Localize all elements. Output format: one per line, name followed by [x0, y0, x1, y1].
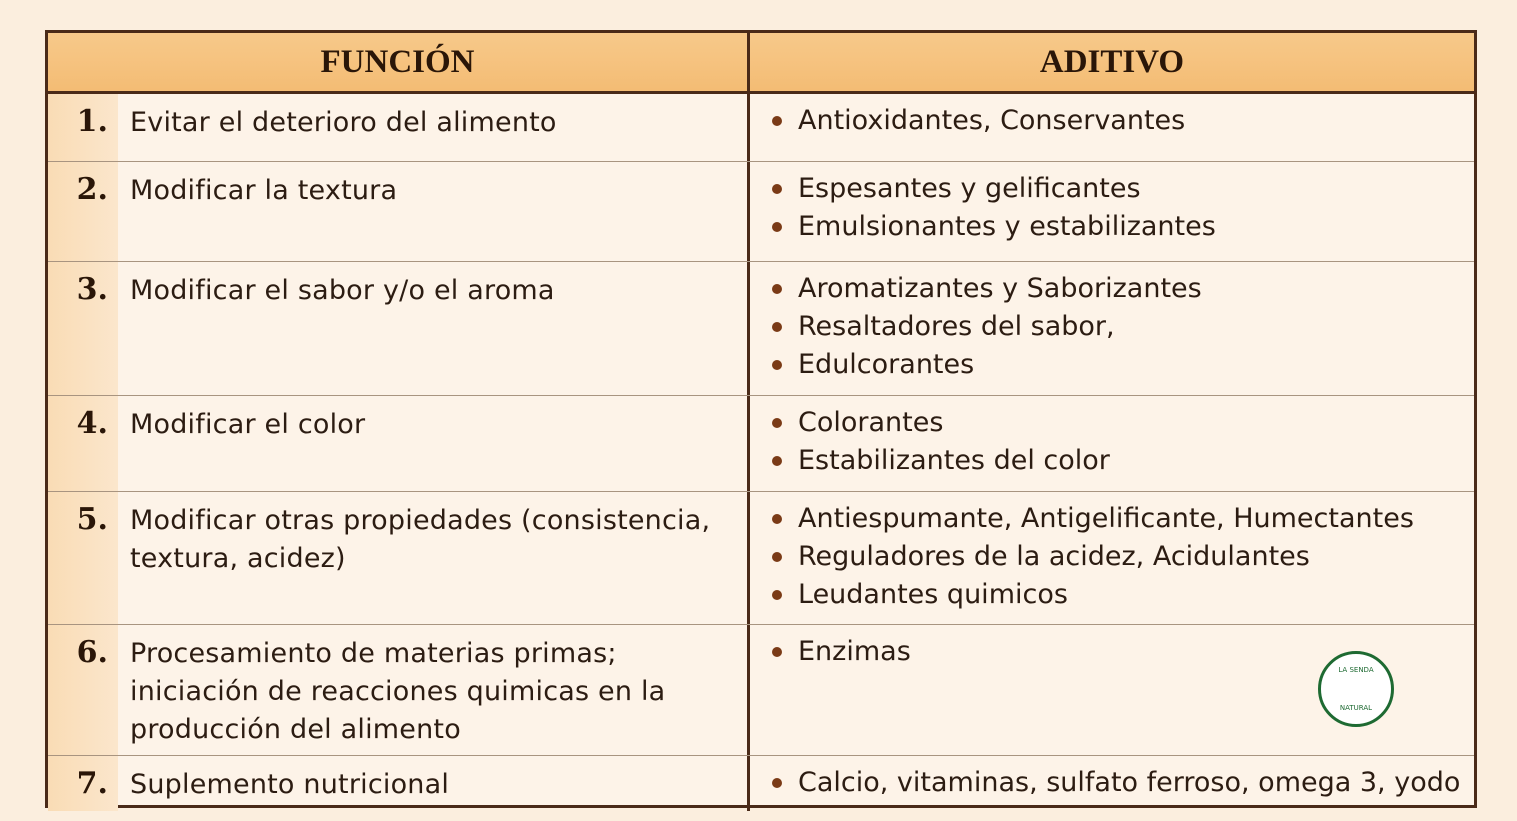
bullet-icon	[772, 116, 782, 126]
bullet-icon	[772, 590, 782, 600]
bullet-icon	[772, 647, 782, 657]
funcion-cell	[48, 94, 750, 161]
aditivo-label: Enzimas	[798, 636, 911, 667]
table-row	[48, 262, 1474, 396]
aditivo-item	[772, 270, 1474, 308]
table-row	[48, 625, 1474, 756]
aditivo-cell	[750, 396, 1474, 491]
aditivo-cell	[750, 262, 1474, 395]
funcion-cell	[48, 492, 750, 624]
aditivo-item	[772, 442, 1474, 480]
funcion-cell	[48, 262, 750, 395]
bullet-icon	[772, 778, 782, 788]
funcion-text: Modificar otras propiedades (consistencia, textura, acidez)	[130, 505, 711, 574]
bullet-icon	[772, 284, 782, 294]
header-funcion: FUNCIÓN	[48, 33, 750, 91]
table-header	[48, 33, 1474, 94]
aditivo-item	[772, 102, 1474, 140]
bullet-icon	[772, 184, 782, 194]
bullet-icon	[772, 360, 782, 370]
funcion-cell	[48, 162, 750, 261]
aditivo-label: Leudantes quimicos	[798, 579, 1068, 610]
funcion-text: Modificar el sabor y/o el aroma	[130, 275, 555, 306]
funcion-text: Modificar el color	[130, 409, 366, 440]
aditivo-item	[772, 346, 1474, 384]
table-row	[48, 162, 1474, 262]
row-number: 5.	[48, 492, 118, 624]
aditivo-item	[772, 170, 1474, 208]
aditivo-label: Resaltadores del sabor,	[798, 311, 1115, 342]
funcion-text: Suplemento nutricional	[130, 769, 450, 800]
funcion-cell	[48, 396, 750, 491]
aditivo-item	[772, 538, 1474, 576]
aditivo-cell	[750, 625, 1474, 755]
additives-table	[45, 30, 1477, 808]
row-number: 3.	[48, 262, 118, 395]
aditivo-cell	[750, 756, 1474, 811]
funcion-text: Procesamiento de materias primas; iniciación de reacciones quimicas en la producción del alimento	[130, 638, 666, 745]
aditivo-item	[772, 764, 1474, 802]
table-row	[48, 492, 1474, 625]
bullet-icon	[772, 456, 782, 466]
table-row	[48, 94, 1474, 162]
row-number: 6.	[48, 625, 118, 755]
bullet-icon	[772, 514, 782, 524]
aditivo-item	[772, 308, 1474, 346]
la-senda-natural-logo	[1318, 651, 1394, 727]
bullet-icon	[772, 222, 782, 232]
bullet-icon	[772, 418, 782, 428]
header-aditivo: ADITIVO	[1039, 43, 1185, 80]
funcion-text: Evitar el deterioro del alimento	[130, 107, 557, 138]
aditivo-item	[772, 576, 1474, 614]
row-number: 4.	[48, 396, 118, 491]
aditivo-label: Antioxidantes, Conservantes	[798, 105, 1186, 136]
table-row	[48, 396, 1474, 492]
logo-text: LA SENDA NATURAL	[1338, 666, 1374, 712]
funcion-cell	[48, 756, 750, 811]
aditivo-label: Colorantes	[798, 407, 944, 438]
aditivo-item	[772, 500, 1474, 538]
aditivo-item	[772, 404, 1474, 442]
funcion-text: Modificar la textura	[130, 175, 398, 206]
aditivo-label: Emulsionantes y estabilizantes	[798, 211, 1216, 242]
funcion-cell	[48, 625, 750, 755]
aditivo-cell	[750, 492, 1474, 624]
aditivo-label: Antiespumante, Antigelificante, Humectantes	[798, 503, 1414, 534]
row-number: 7.	[48, 756, 118, 811]
row-number: 2.	[48, 162, 118, 261]
aditivo-label: Espesantes y gelificantes	[798, 173, 1141, 204]
table-row	[48, 756, 1474, 811]
row-number: 1.	[48, 94, 118, 161]
bullet-icon	[772, 552, 782, 562]
aditivo-label: Calcio, vitaminas, sulfato ferroso, omega 3, yodo	[798, 767, 1461, 798]
aditivo-item	[772, 208, 1474, 246]
aditivo-label: Edulcorantes	[798, 349, 975, 380]
bullet-icon	[772, 322, 782, 332]
table-body	[48, 94, 1474, 811]
aditivo-cell	[750, 162, 1474, 261]
aditivo-label: Reguladores de la acidez, Acidulantes	[798, 541, 1310, 572]
aditivo-label: Estabilizantes del color	[798, 445, 1110, 476]
aditivo-label: Aromatizantes y Saborizantes	[798, 273, 1202, 304]
aditivo-cell	[750, 94, 1474, 161]
